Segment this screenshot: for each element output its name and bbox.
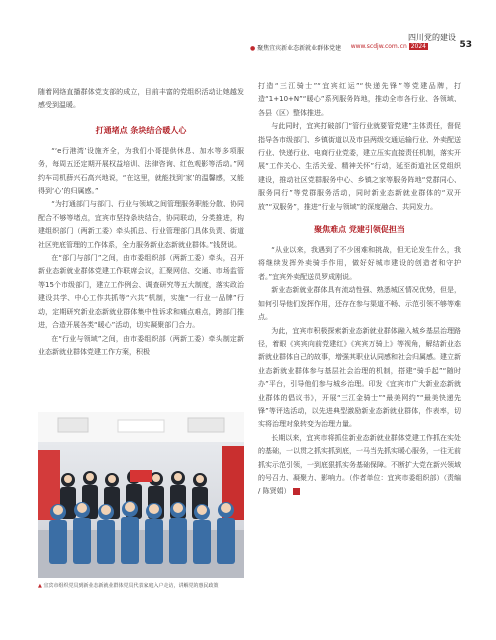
group-photo <box>38 412 244 578</box>
paragraph: 与此同时，宜宾打破部门“管行业就要管党建”主体责任，督促指导各市级部门、乡镇街道以及市县两级交通运输行业、外卖配送行业、快递行业、电商行业党委，建立压实直接责任机制，落实开展“工作关心、生活关爱、精神关怀”行动，延至街道社区党组织建设，推动社区党群服务中心、乡镇之家等服务阵地“党群同心、服务同行”等党群服务活动，同时新业态新就业群体的“双开放”“双服务”，推进“行业与领域”的深度融合、共同发力。 <box>258 122 461 211</box>
section-heading: 打通堵点 条块结合暖人心 <box>95 125 187 135</box>
paragraph: 为此，宜宾市积极探索新业态新就业群体融入城乡基层治理路径，着眼《宾宾向前党建红》《宾宾万骑上》等视角，解结新业态新就业群体自己的故事，增强其职业认同感和社会归属感。建立新业态新就业群体参与基层社会治理的机制，搭建“骑手起”“随时办”平台，引导他们参与城乡治理。印发《宜宾市广大新业态新就业群体的倡议书》，开展“三江金骑士”“最美网约”“最美快递先锋”等评选活动，以先进典型激励新业态新就业群体，作表率，切实将治理对象转变为治理力量。 <box>258 326 461 429</box>
paragraph: “从业以来，我遇到了不少困难和挑战，但无论发生什么，我将继续发挥外卖骑手作用，做好好城市建设的创造者和守护者。”宜宾外卖配送员罗成刚说。 <box>258 246 461 281</box>
closing-paragraph-text: 长期以来，宜宾市将抓住新业态新就业群体党建工作抓在实处的基础，一以贯之抓实抓到底，一马当先抓实暖心服务，一往无前抓实示范引领，一到底狠抓实务基础保障。不断扩大党在新兴领域的号召力、凝聚力、影响力。（作者单位：宜宾市委组织部）（责编 / 陈贤娟） <box>258 433 461 496</box>
photo-illustration <box>38 412 244 578</box>
magazine-name: 四川党的建设 <box>408 33 456 42</box>
caption-text: 宜宾市组织党员到新业态新就业群体党员代表家庭入户走访，讲解党的惠民政策 <box>43 583 219 589</box>
tagline-text: 聚焦宜宾新业态新就业群体党建 <box>257 45 342 52</box>
paragraph: 随着网络直播群体党支部的成立，目前丰富的党组织活动让她越发感受到温暖。 <box>38 88 244 110</box>
paragraph: “‘e行港湾’设施齐全，为我们小哥提供休息、加水等多项服务，每周五还定期开展权益培训、法律咨询、红色观影等活动。”网约车司机薛兴石高兴地说，“在这里，就能找到‘家’的温馨感，又能得到‘心’的归属感。” <box>38 146 244 196</box>
end-mark-icon <box>293 488 300 495</box>
section-tagline <box>250 43 341 52</box>
page-header <box>0 0 496 52</box>
website-url <box>351 43 428 50</box>
issue-year: 2024 <box>410 43 426 50</box>
page-number: 53 <box>459 40 472 50</box>
right-column <box>258 80 461 499</box>
paragraph: 在“行业与领域”之间，由市委组织部（两新工委）牵头制定新业态新就业群体党建工作方案，积极 <box>38 334 244 356</box>
paragraph: 新业态新就业群体具有流动性强、熟悉城区情况优势，但是，如何引导他们发挥作用，还存在参与渠道不畅、示范引领不够等难点。 <box>258 286 461 322</box>
left-column <box>38 86 244 359</box>
caption-triangle-icon: ▲ <box>38 583 42 589</box>
paragraph: 在“部门与部门”之间，由市委组织部（两新工委）牵头，召开新业态新就业群体党建工作联席会议，汇聚网信、交通、市场监管等15个市级部门，建立工作例会、调查研究等五大制度，落实政治建设共学、中心工作共抓等“六共”机制，实施“一行业一品牌”行动，定期研究新业态新就业群体集中性诉求和痛点难点，跨部门推进，合造开展各类“暖心”活动，切实凝聚部门合力。 <box>38 254 244 330</box>
paragraph <box>258 432 461 499</box>
paragraph: 打造“三江骑士”“宜宾红运”“快递先锋”等党建品牌，打造“1+10+N”“暖心”系列服务阵地，推动全市各行业、各领域、各县（区）整体推进。 <box>258 82 461 117</box>
site-text: www.scdjw.com.cn <box>350 43 407 50</box>
photo-caption <box>38 582 248 589</box>
bullet-icon: ● <box>250 45 256 52</box>
paragraph: “为打通部门与部门、行业与领域之间管理服务职能分散、协同配合不够等堵点，宜宾市坚持条块结合，协同联动，分类推进，构建组织部门（两新工委）牵头抓总、行业管理部门具体负责、街道社区兜底管理的工作体系，全力服务新业态新就业群体。”钱贤说。 <box>38 200 244 249</box>
section-heading: 聚焦难点 党建引领促担当 <box>314 225 405 235</box>
